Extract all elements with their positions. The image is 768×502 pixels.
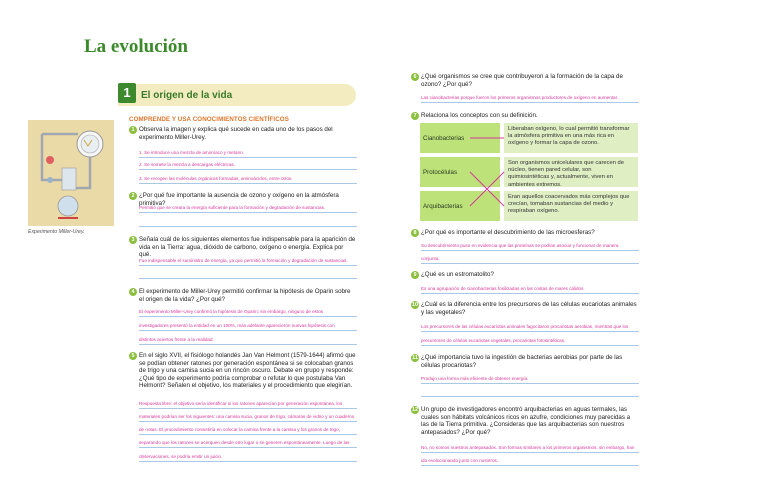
question-12-answer-1: No, no somos nuestros antepasados. Son formas similares a los primeros organismos, sin embargo, han <box>421 445 635 450</box>
question-7-number: 7 <box>411 112 419 120</box>
answer-line <box>139 421 357 422</box>
question-2-answer: Permitió que se creara la energía suficiente para la formación y degradación de sustancias. <box>139 205 326 210</box>
answer-line <box>421 102 639 103</box>
question-12-number: 12 <box>411 407 419 413</box>
question-3-answer: Fue indispensable el suministro de energía, ya que permitió la formación y degradación de sustancias. <box>139 258 348 263</box>
question-12-text: Un grupo de investigadores encontró arquibacterias en aguas termales, las cuales son hábitats volcánicos ricos en azufre, condiciones muy parecidas a las de la Tierra primitiva. ¿Consideras que las arquibacterias son nuestros antepasados? ¿Por qué? <box>421 406 631 436</box>
question-5-answer-5: observaciones, se podría emitir un juicio. <box>139 454 223 459</box>
concept-box-3: Arquibacterias <box>420 191 500 221</box>
answer-line <box>139 169 357 170</box>
question-3-number: 3 <box>129 236 137 244</box>
answer-line <box>421 396 639 397</box>
question-1-answer-3: 3. Se recogen las moléculas orgánicas formadas, aminoácidos, entre otros. <box>139 176 293 181</box>
question-5-number: 5 <box>129 352 137 360</box>
answer-line <box>421 383 639 384</box>
question-8-answer-2: conjunta. <box>421 256 440 261</box>
question-6-answer: Las cianobacterias porque fueron los primeros organismos productores de oxígeno en aumentar. <box>421 95 619 100</box>
definition-box-3: Eran aquellos coacervados más complejos que crecían, tomaban sustancias del medio y respiraban oxígeno. <box>504 191 638 221</box>
question-10-text: ¿Cuál es la diferencia entre los precursores de las células eucariotas animales y las vegetales? <box>421 301 637 316</box>
answer-line <box>139 157 357 158</box>
answer-line <box>421 465 639 466</box>
question-6-text: ¿Qué organismos se cree que contribuyeron a la formación de la capa de ozono? ¿Por qué? <box>421 73 623 88</box>
illustration-caption: Experimento Miller-Urey. <box>28 229 85 235</box>
answer-line <box>139 447 357 448</box>
question-1-answer-2: 2. Se somete la mezcla a descargas eléctricas. <box>139 162 236 167</box>
question-4-answer-2: investigadores presentó la entidad en un 100%, más adelante aparecieron nuevas hipótesis con <box>139 323 335 328</box>
answer-line <box>421 293 639 294</box>
concept-box-2: Protocélulas <box>420 157 500 187</box>
question-4-number: 4 <box>129 288 137 296</box>
question-4-answer-3: distintos aciertos frente a la realidad. <box>139 337 214 342</box>
answer-line <box>421 452 639 453</box>
section-title: El origen de la vida <box>141 90 233 101</box>
section-number: 1 <box>118 83 136 103</box>
question-2-number: 2 <box>129 192 137 200</box>
answer-line <box>421 331 639 332</box>
question-5-text: En el siglo XVII, el fisiólogo holandés Jan Van Helmont (1579-1644) afirmó que se podían obtener ratones por generación espontánea si se colocaban granos de trigo y una camisa sucia en un rincón oscuro. Debate en grupo y responde: ¿Qué tipo de experimento podría comprobar o refutar lo que postulaba Van Helmont? Señalen el objetivo, los materiales y el procedimiento que elegirían. <box>139 352 356 390</box>
question-5-answer-1: Respuesta libre: el objetivo sería identificar si los ratones aparecían por generación espontánea, los <box>139 401 343 406</box>
question-11-number: 11 <box>412 355 418 361</box>
answer-line <box>139 212 357 213</box>
question-1-number: 1 <box>129 126 137 134</box>
definition-box-2: Son organismos unicelulares que carecen de núcleo, tienen pared celular, son quimiosintéticas y, actualmente, viven en ambientes extremos. <box>504 157 638 187</box>
answer-line <box>139 316 357 317</box>
answer-line <box>139 408 357 409</box>
question-5-answer-2: materiales podrían ser los siguientes: una camisa sucia, granos de trigo, cámaras de vidrio y un cuaderno <box>139 414 355 419</box>
question-1-answer-1: 1. Se introduce una mezcla de amoníaco y metano. <box>139 150 244 155</box>
apparatus-drawing <box>28 120 114 226</box>
answer-line <box>139 434 357 435</box>
question-9-answer: Es una agrupación de cianobacterias fosilizadas en las costas de mares cálidos. <box>421 286 585 291</box>
answer-line <box>139 265 357 266</box>
answer-line <box>421 345 639 346</box>
answer-line <box>139 183 357 184</box>
question-8-number: 8 <box>411 229 419 237</box>
answer-line <box>421 263 639 264</box>
question-10-answer-1: Los precursores de las células eucariotas animales fagocitaron procariotas aerobias, mientras que los <box>421 324 629 329</box>
question-3-text: Señala cuál de los siguientes elementos fue indispensable para la aparición de vida en la Tierra: agua, dióxido de carbono, oxígeno o energía. Explica por qué. <box>139 236 356 259</box>
question-11-answer: Produjo una forma más eficiente de obtener energía. <box>421 376 529 381</box>
definition-box-1: Liberaban oxígeno, lo cual permitió transformar la atmósfera primitiva en una más rica en oxígeno y formar la capa de ozono. <box>504 123 638 153</box>
concept-box-1: Cianobacterias <box>420 123 500 153</box>
question-8-answer-1: Su descubrimiento puso en evidencia que las proteínas se podían asociar y funcionar de manera <box>421 243 619 248</box>
question-9-text: ¿Qué es un estromatolito? <box>421 271 494 278</box>
question-10-number: 10 <box>411 302 419 308</box>
answer-line <box>139 461 357 462</box>
question-4-answer-1: El experimento Miller-Urey confirmó la hipótesis de Oparin; sin embargo, ninguno de estos <box>139 309 324 314</box>
miller-urey-illustration <box>28 120 114 226</box>
answer-line <box>421 250 639 251</box>
answer-line <box>139 344 357 345</box>
question-6-number: 6 <box>411 73 419 81</box>
question-1-text: Observa la imagen y explica qué sucede en cada uno de los pasos del experimento Miller-Urey. <box>139 126 333 141</box>
answer-line <box>139 330 357 331</box>
page-title: La evolución <box>84 36 188 57</box>
question-10-answer-2: precursores de células eucariotas vegetales, procariotas fotosintéticas. <box>421 338 566 343</box>
question-4-text: El experimento de Miller-Urey permitió confirmar la hipótesis de Oparin sobre el origen de la vida? ¿Por qué? <box>139 288 351 303</box>
subheading: COMPRENDE Y USA CONOCIMIENTOS CIENTÍFICOS <box>129 116 289 123</box>
question-5-answer-3: de notas. El procedimiento consistiría en colocar la camisa frente a la camisa y los granos de trigo, <box>139 427 340 432</box>
question-11-text: ¿Qué importancia tuvo la ingestión de bacterias aerobias por parte de las células procariotas? <box>421 354 623 369</box>
question-5-answer-4: separando que los ratones se acerquen desde otro lugar o se generen espontáneamente. Luego de las <box>139 440 350 445</box>
question-2-text: ¿Por qué fue importante la ausencia de ozono y oxígeno en la atmósfera primitiva? <box>139 192 339 207</box>
question-7-text: Relaciona los conceptos con su definición. <box>421 112 538 119</box>
question-9-number: 9 <box>411 271 419 279</box>
answer-line <box>139 226 357 227</box>
question-8-text: ¿Por qué es importante el descubrimiento de las microesferas? <box>421 229 595 236</box>
question-12-answer-2: ido evolucionando junto con nosotros. <box>421 458 499 463</box>
answer-line <box>139 278 357 279</box>
